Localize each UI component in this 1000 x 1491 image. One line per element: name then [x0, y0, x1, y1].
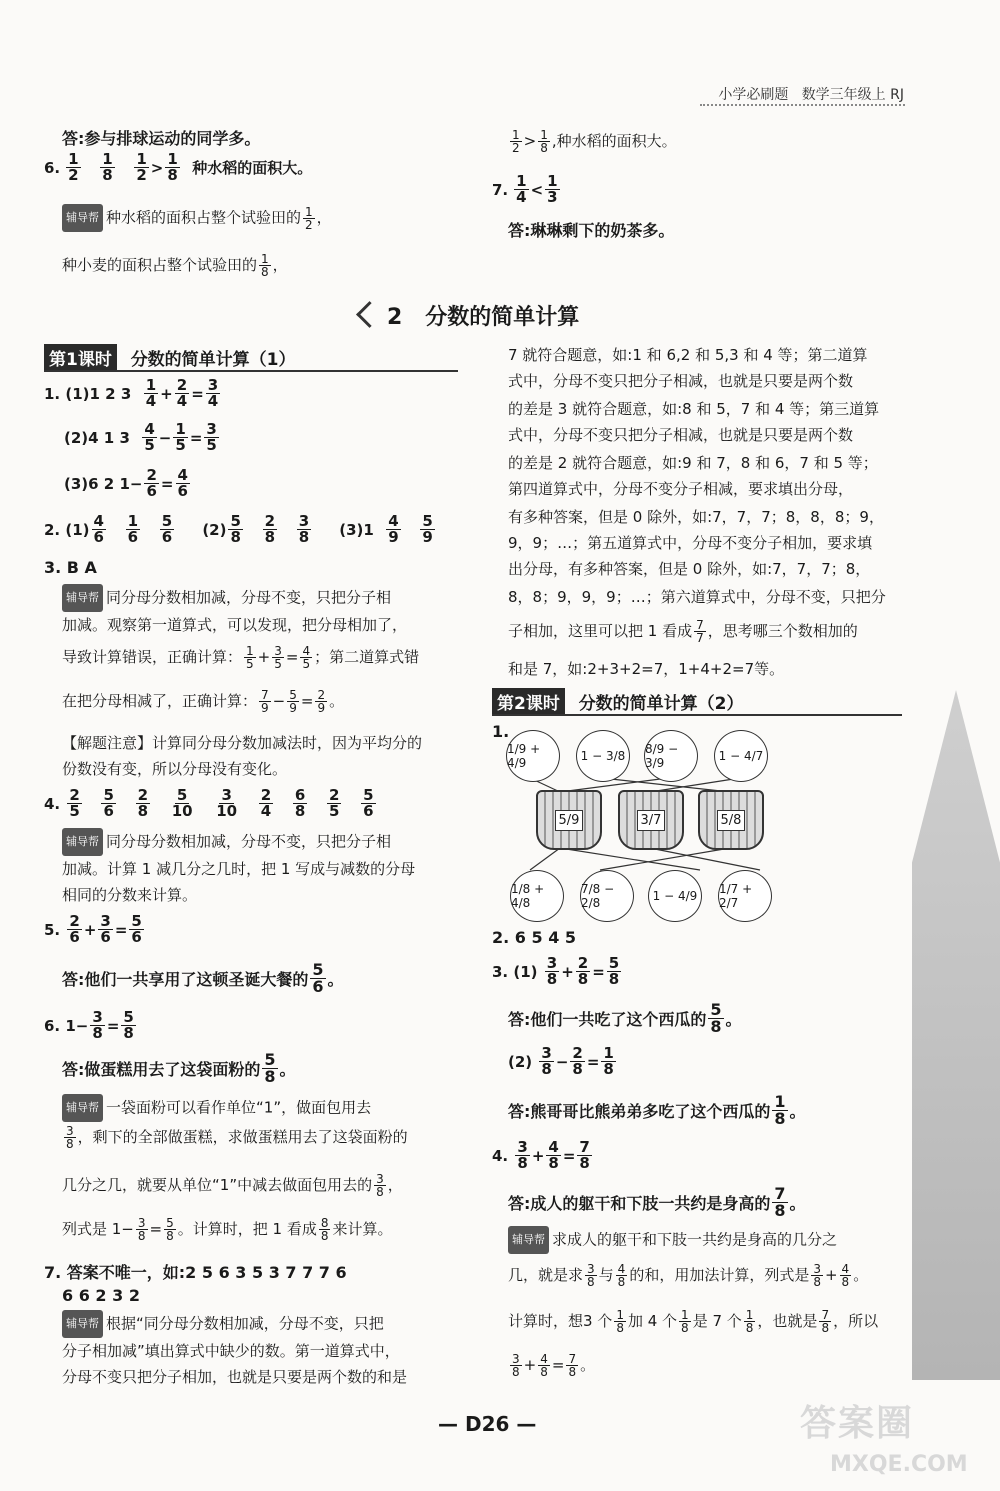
- r-q3-part-2: (2): [508, 1052, 533, 1071]
- q6-note-2: $\frac{3}{8}$ ，剩下的全部做蛋糕，求做蛋糕用去了这袋面粉的: [66, 1123, 408, 1151]
- q7-note-1: [62, 1310, 384, 1338]
- r-q3-answer-1: 答:他们一共吃了这个西瓜的 $\frac{5}{8}$ 。: [508, 1000, 742, 1036]
- q2-label: 2.: [44, 520, 61, 539]
- tutor-tag: 辅导帮: [62, 584, 103, 612]
- q3-note-1: [62, 584, 391, 612]
- r-q3-answer-2: 答:熊哥哥比熊弟弟多吃了这个西瓜的 $\frac{1}{8}$ 。: [508, 1092, 806, 1128]
- q1-line-1: 1. (1)1 2 3 $\frac{1}{4}$ + $\frac{2}{4}$ = $\frac{3}{4}$: [44, 376, 219, 410]
- q6-answer-text: 答:做蛋糕用去了这袋面粉的: [62, 1060, 261, 1079]
- q6-note-4: 列式是 1− $\frac{3}{8}$ = $\frac{5}{8}$ 。计算时，把 1 看成 $\frac{8}{8}$ 来计算。: [62, 1215, 393, 1243]
- r-q4-note-3c: 是 7 个: [692, 1312, 742, 1330]
- q6-note-2: 种小麦的面积占整个试验田的 $\frac{1}{8}$ ，: [62, 252, 288, 279]
- q6-line: 6. 1− $\frac{3}{8}$ = $\frac{5}{8}$: [44, 1008, 134, 1042]
- apple-card: 7/8 − 2/8: [580, 870, 634, 922]
- r-line-12: 和是 7，如:2+3+2=7，1+4+2=7等。: [508, 660, 785, 678]
- q7-prev-answer: 答:琳琳剩下的奶茶多。: [508, 221, 675, 240]
- r-q4-note-3: 计算时，想3 个 $\frac{1}{8}$ 加 4 个 $\frac{1}{8}$ 是 7 个 $\frac{1}{8}$ ，也就是 $\frac{7}{8}$ ，所以: [508, 1307, 879, 1335]
- r-q3-answer-2-text: 答:熊哥哥比熊弟弟多吃了这个西瓜的: [508, 1102, 771, 1121]
- q6-note-text-2: ，剩下的全部做蛋糕，求做蛋糕用去了这袋面粉的: [77, 1128, 408, 1146]
- r-q3-line-2: (2) $\frac{3}{8}$ − $\frac{2}{8}$ = $\frac{1}{8}$: [508, 1044, 614, 1078]
- lesson-2-num: 2: [514, 694, 526, 714]
- q6-note-text-3: 几分之几，就要从单位“1”中减去做面包用去的: [62, 1176, 373, 1194]
- subject-title: 数学三年级上 RJ: [801, 87, 904, 103]
- r-q3-line-1: 3. (1) $\frac{3}{8}$ + $\frac{2}{8}$ = $\frac{5}{8}$: [492, 954, 620, 988]
- watermark-url: MXQE.COM: [830, 1452, 968, 1477]
- q4-label: 4.: [44, 794, 61, 813]
- r-q4-note-2b: 与: [598, 1266, 614, 1284]
- q2-line: 2. (1) $\frac{4}{6}$ $\frac{1}{6}$ $\frac{5}{6}$ (2) $\frac{5}{8}$ $\frac{2}{8}$ $\frac{3}{8}$ (3)1 $\frac{4}{9}$ $\frac{5}{9}$: [44, 512, 433, 546]
- tutor-tag: 辅导帮: [508, 1226, 549, 1254]
- r-q2: 2. 6 5 4 5: [492, 928, 577, 947]
- r-line-9: 出分母，有多种答案，但是 0 除外，如:7，7，7；8，: [508, 560, 871, 578]
- q7-prev-line: 7. $\frac{1}{4}$ < $\frac{1}{3}$: [492, 172, 558, 206]
- r-q4-note-3d: ，也就是: [757, 1312, 818, 1330]
- lesson-1-pre: 第: [49, 350, 66, 370]
- lesson-2-rule: [492, 714, 902, 716]
- q6-note-1: [62, 1094, 371, 1122]
- r-line-10: 8，8；9，9，9；…；第六道算式中，分母不变，只把分: [508, 588, 886, 606]
- r-q4-line: 4. $\frac{3}{8}$ + $\frac{4}{8}$ = $\frac{7}{8}$: [492, 1138, 590, 1172]
- lesson-2-pre: 第: [497, 694, 514, 714]
- r-line-1: 7 就符合题意，如:1 和 6,2 和 5,3 和 4 等；第二道算: [508, 346, 868, 364]
- r-line-5: 的差是 2 就符合题意，如:9 和 7，8 和 6，7 和 5 等；: [508, 454, 878, 472]
- q6-note-3: 几分之几，就要从单位“1”中减去做面包用去的 $\frac{3}{8}$ ，: [62, 1171, 403, 1199]
- q6-note-text-4b: 。计算时，把 1 看成: [177, 1220, 317, 1238]
- r-line-3: 的差是 3 就符合题意，如:8 和 5，7 和 4 等；第三道算: [508, 400, 880, 418]
- q3-note-2: 加减。观察第一道算式，可以发现，把分母相加了，: [62, 616, 408, 634]
- r-line-11: 子相加，这里可以把 1 看成 $\frac{7}{7}$ ，思考哪三个数相加的: [508, 617, 858, 645]
- q6-prev-line: 6. $\frac{1}{2}$ $\frac{1}{8}$ $\frac{1}{2}$ > $\frac{1}{8}$ 种水稻的面积大。: [44, 150, 313, 184]
- q1-part-3: (3)6 2 1−: [64, 474, 143, 493]
- lesson-1-num: 1: [66, 350, 78, 370]
- chevron-left-icon: [356, 301, 383, 328]
- apple-card: 1 − 3/8: [576, 730, 630, 782]
- q3-note-3: 导致计算错误，正确计算： $\frac{1}{5}$ + $\frac{3}{5}$ = $\frac{4}{5}$ ；第二道算式错: [62, 643, 420, 671]
- q3-note-text-3b: ；第二道算式错: [314, 648, 420, 666]
- q6-note-text-a: 种水稻的面积占整个试验田的: [106, 208, 302, 227]
- q5-line: 5. $\frac{2}{6}$ + $\frac{3}{6}$ = $\frac{5}{6}$: [44, 912, 142, 946]
- basket: [698, 790, 764, 850]
- r-q4-note-2: 几，就是求 $\frac{3}{8}$ 与 $\frac{4}{8}$ 的和，用加法计算，列式是 $\frac{3}{8}$ + $\frac{4}{8}$ 。: [508, 1261, 869, 1289]
- page-number: — D26 —: [438, 1412, 537, 1436]
- q1-line-3: (3)6 2 1− $\frac{2}{6}$ = $\frac{4}{6}$: [64, 466, 188, 500]
- q4-note-3: 相同的分数来计算。: [62, 886, 198, 904]
- watermark-logo: 答案圈: [800, 1403, 915, 1444]
- series-title: 小学必刷题: [718, 87, 789, 103]
- apple-card: 1/8 + 4/8: [510, 870, 564, 922]
- q6-label: 6. 1−: [44, 1016, 89, 1035]
- lesson-2-heading: [492, 688, 744, 715]
- r-q4-answer-text: 答:成人的躯干和下肢一共约是身高的: [508, 1194, 771, 1213]
- q3-note-5: 【解题注意】计算同分母分数加减法时，因为平均分的: [62, 734, 423, 752]
- basket: [618, 790, 684, 850]
- q6-answer: 种水稻的面积大。: [192, 159, 313, 177]
- section-number: 2: [387, 305, 403, 330]
- q4-note-2: 加减。计算 1 减几分之几时，把 1 写成与减数的分母: [62, 860, 416, 878]
- q1-part-1: (1)1 2 3: [65, 384, 132, 403]
- q3-note-text-1: 同分母分数相加减，分母不变，只把分子相: [106, 588, 392, 607]
- q6-label: 6.: [44, 158, 61, 177]
- q5-answer: 答:他们一共享用了这顿圣诞大餐的 $\frac{5}{6}$ 。: [62, 960, 344, 996]
- section-title: 分数的简单计算: [425, 305, 580, 330]
- q3-note-4: 在把分母相减了，正确计算： $\frac{7}{9}$ − $\frac{5}{9}$ = $\frac{2}{9}$ 。: [62, 687, 345, 715]
- tutor-tag: 辅导帮: [62, 1310, 103, 1338]
- tutor-tag: 辅导帮: [62, 1094, 103, 1122]
- q7-note-text-1: 根据“同分母分数相加减，分母不变，只把: [106, 1314, 384, 1333]
- section-heading: [360, 300, 579, 331]
- q3-note-text-4a: 在把分母相减了，正确计算：: [62, 692, 258, 710]
- r-line-2: 式中，分母不变只把分子相减，也就是只要是两个数: [508, 372, 854, 390]
- page-edge-decoration: [912, 690, 1000, 1380]
- tutor-tag: 辅导帮: [62, 828, 103, 856]
- lesson-2-title: 分数的简单计算（2）: [578, 694, 744, 714]
- answer-q5-prev: 答:参与排球运动的同学多。: [62, 129, 261, 148]
- q7-note-2: 分子相加减”填出算式中缺少的数。第一道算式中，: [62, 1342, 400, 1360]
- q7-note-3: 分母不变只把分子相加，也就是只要是两个数的和是: [62, 1368, 408, 1386]
- tutor-tag: 辅导帮: [62, 204, 103, 232]
- r-q4-note-3b: 加 4 个: [627, 1312, 678, 1330]
- basket-label: 5/8: [717, 810, 746, 831]
- running-header: [718, 84, 904, 104]
- r-q4-note-2c: 的和，用加法计算，列式是: [629, 1266, 810, 1284]
- r-q1-label: 1.: [492, 722, 510, 741]
- r-q4-note-3e: ，所以: [833, 1312, 879, 1330]
- q4-note-1: [62, 828, 391, 856]
- q6-note-text-1: 一袋面粉可以看作单位“1”，做面包用去: [106, 1098, 372, 1117]
- lesson-1-title: 分数的简单计算（1）: [130, 350, 296, 370]
- q3-note-text-3a: 导致计算错误，正确计算：: [62, 648, 243, 666]
- apple-card: 1 − 4/9: [648, 870, 702, 922]
- q6-note-text-b: 种小麦的面积占整个试验田的: [62, 256, 258, 274]
- q6-answer: 答:做蛋糕用去了这袋面粉的 $\frac{5}{8}$ 。: [62, 1050, 296, 1086]
- q4-note-text-1: 同分母分数相加减，分母不变，只把分子相: [106, 832, 392, 851]
- q4-line: 4. $\frac{2}{5}$ $\frac{5}{6}$ $\frac{2}{8}$ $\frac{5}{10}$ $\frac{3}{10}$ $\frac{2}{4}$ $\frac{6}{8}$ $\frac{2}{5}$ $\frac{5}{6}$: [44, 786, 374, 820]
- lesson-1-heading: [44, 344, 296, 371]
- r-line-8: 9，9；…；第五道算式中，分母不变分子相加，要求填: [508, 534, 873, 552]
- r-q4-label: 4.: [492, 1146, 509, 1165]
- r-line-6: 第四道算式中，分母不变分子相减，要求填出分母，: [508, 480, 854, 498]
- basket-label: 3/7: [637, 810, 666, 831]
- r-q3-answer-1-text: 答:他们一共吃了这个西瓜的: [508, 1010, 707, 1029]
- apple-card: 8/9 − 3/9: [644, 730, 698, 782]
- header-divider: [700, 104, 905, 106]
- r-q4-note-3a: 计算时，想3 个: [508, 1312, 613, 1330]
- q7-line-2: 6 6 2 3 2: [62, 1286, 140, 1305]
- q7-line-1: 7. 答案不唯一，如:2 5 6 3 5 3 7 7 7 6: [44, 1263, 347, 1282]
- r-q4-note-4: $\frac{3}{8}$ + $\frac{4}{8}$ = $\frac{7}{8}$ 。: [512, 1351, 596, 1379]
- q5-answer-text: 答:他们一共享用了这顿圣诞大餐的: [62, 970, 309, 989]
- r-line-11a: 子相加，这里可以把 1 看成: [508, 622, 693, 640]
- apple-card: 1/9 + 4/9: [506, 730, 560, 782]
- q2-part-2: (2): [202, 520, 227, 539]
- q1-part-2: (2)4 1 3: [64, 428, 130, 447]
- q2-part-3: (3)1: [339, 520, 374, 539]
- q6-note-text-4a: 列式是 1−: [62, 1220, 134, 1238]
- r-q3-label: 3. (1): [492, 962, 538, 981]
- r-line-4: 式中，分母不变只把分子相减，也就是只要是两个数: [508, 426, 854, 444]
- basket-label: 5/9: [555, 810, 584, 831]
- q6-compare-text: ,种水稻的面积大。: [551, 132, 677, 150]
- r-q4-note-2a: 几，就是求: [508, 1266, 584, 1284]
- apple-card: 1 − 4/7: [714, 730, 768, 782]
- basket: [536, 790, 602, 850]
- q6-compare-line: $\frac{1}{2}$ > $\frac{1}{8}$ ,种水稻的面积大。: [512, 127, 677, 155]
- q1-line-2: (2)4 1 3 $\frac{4}{5}$ − $\frac{1}{5}$ = $\frac{3}{5}$: [64, 420, 217, 454]
- lesson-1-rule: [44, 370, 458, 372]
- q2-part-1: (1): [65, 520, 90, 539]
- q3-answer: 3. B A: [44, 558, 97, 577]
- r-q4-note-text-1: 求成人的躯干和下肢一共约是身高的几分之: [552, 1230, 838, 1249]
- q5-label: 5.: [44, 920, 61, 939]
- apple-card: 1/7 + 2/7: [718, 870, 772, 922]
- q1-label: 1.: [44, 384, 61, 403]
- q7-prev-label: 7.: [492, 180, 509, 199]
- r-q4-answer: 答:成人的躯干和下肢一共约是身高的 $\frac{7}{8}$ 。: [508, 1184, 806, 1220]
- lesson-1-post: 课时: [77, 350, 112, 370]
- q3-note-6: 份数没有变，所以分母没有变化。: [62, 760, 288, 778]
- r-q4-note-1: [508, 1226, 837, 1254]
- lesson-2-post: 课时: [525, 694, 560, 714]
- q6-note-1: 辅导帮 种水稻的面积占整个试验田的 $\frac{1}{2}$ ，: [62, 204, 332, 232]
- r-line-7: 有多种答案，但是 0 除外，如:7，7，7；8，8，8；9，: [508, 508, 884, 526]
- q6-note-text-4c: 来计算。: [332, 1220, 393, 1238]
- r-line-11b: ，思考哪三个数相加的: [707, 622, 858, 640]
